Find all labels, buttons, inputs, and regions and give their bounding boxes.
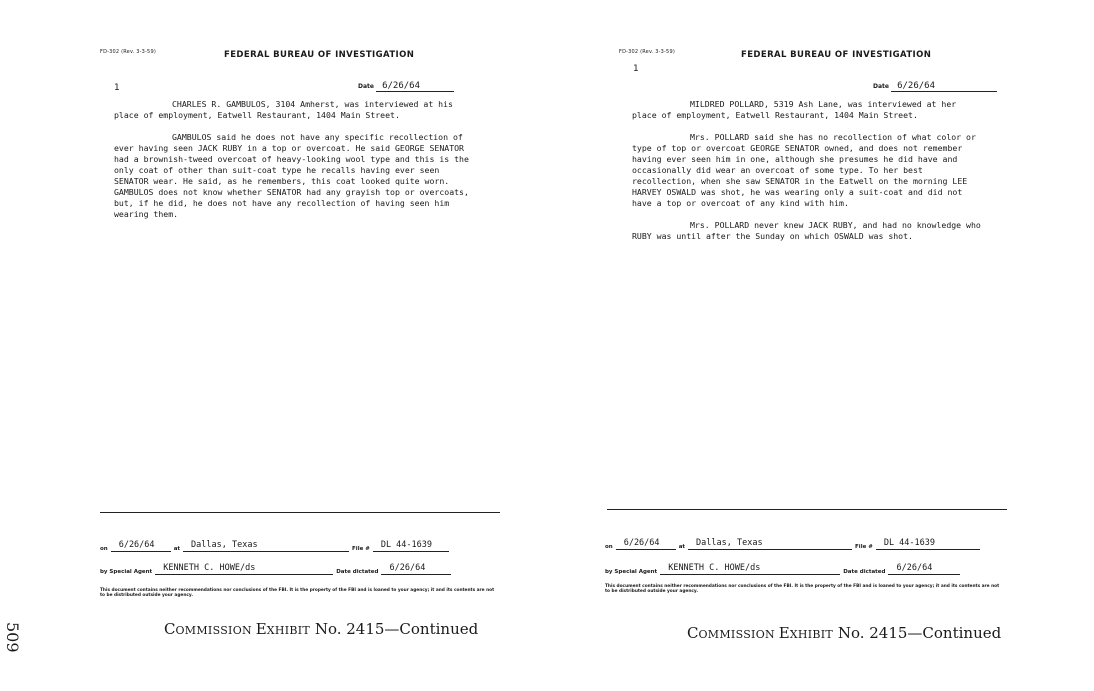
fbi-disclaimer: This document contains neither recommendations nor conclusions of the FBI. It is the property of the FBI and is loaned to your agency; it and its contents are not to be distributed outside your agency. — [605, 584, 1000, 594]
file-label: File # — [855, 544, 873, 550]
interview-date: 6/26/64 — [616, 538, 676, 550]
at-label: at — [173, 546, 181, 552]
date-label: Date — [358, 83, 374, 90]
footer-agent-row — [605, 563, 963, 575]
agent-label: by Special Agent — [100, 569, 153, 575]
footer-agent-row — [100, 563, 454, 575]
on-label: on — [605, 544, 613, 550]
paragraph: CHARLES R. GAMBULOS, 3104 Amherst, was interviewed at his place of employment, Eatwell Restaurant, 1404 Main Street. — [114, 99, 453, 120]
exhibit-caption: COMMISSION EXHIBIT No. 2415—Continued — [687, 624, 1002, 642]
agency-header: FEDERAL BUREAU OF INVESTIGATION — [741, 50, 932, 60]
paragraph: GAMBULOS said he does not have any specific recollection of ever having seen JACK RUBY in a top or overcoat. He said GEORGE SENATOR had a brownish-tweed overcoat of heavy-looking wool type and this is the only coat of other than suit-coat type he recalls having ever seen SENATOR wear. He said, as he remembers, this coat looked quite worn. GAMBULOS does not know whether SENATOR had any grayish top or overcoats, but, if he did, he does not have any recollection of having seen him wearing them. — [114, 132, 469, 219]
interview-date: 6/26/64 — [111, 540, 171, 552]
date-value: 6/26/64 — [891, 81, 997, 92]
footer-location-row — [605, 538, 983, 550]
interview-place: Dallas, Texas — [183, 540, 349, 552]
agent-label: by Special Agent — [605, 569, 658, 575]
footer-divider — [100, 512, 500, 513]
date-line — [873, 81, 997, 92]
page-number: 509 — [3, 622, 22, 653]
exhibit-caption: COMMISSION EXHIBIT No. 2415—Continued — [164, 620, 479, 638]
right-document — [605, 0, 1035, 691]
footer-divider — [607, 509, 1007, 510]
dictated-date: 6/26/64 — [381, 563, 451, 575]
date-label: Date — [873, 83, 889, 90]
agent-name: KENNETH C. HOWE/ds — [660, 563, 840, 575]
paragraph: Mrs. POLLARD never knew JACK RUBY, and had no knowledge who RUBY was until after the Sunday on which OSWALD was shot. — [632, 220, 981, 241]
at-label: at — [678, 544, 686, 550]
agent-name: KENNETH C. HOWE/ds — [155, 563, 333, 575]
on-label: on — [100, 546, 108, 552]
dictated-label: Date dictated — [336, 569, 379, 575]
interview-place: Dallas, Texas — [688, 538, 852, 550]
form-number: FD-302 (Rev. 3-3-59) — [619, 49, 675, 55]
page-indicator: 1 — [114, 83, 120, 93]
interview-body — [632, 99, 982, 253]
file-label: File # — [352, 546, 370, 552]
date-line — [358, 81, 454, 92]
footer-location-row — [100, 540, 452, 552]
left-document — [100, 0, 530, 691]
file-number: DL 44-1639 — [373, 540, 449, 552]
dictated-date: 6/26/64 — [888, 563, 960, 575]
form-number: FD-302 (Rev. 3-3-59) — [100, 49, 156, 55]
date-value: 6/26/64 — [376, 81, 454, 92]
dictated-label: Date dictated — [843, 569, 886, 575]
page-indicator: 1 — [633, 64, 639, 74]
agency-header: FEDERAL BUREAU OF INVESTIGATION — [224, 50, 415, 60]
fbi-disclaimer: This document contains neither recommendations nor conclusions of the FBI. It is the property of the FBI and is loaned to your agency; it and its contents are not to be distributed outside your agency. — [100, 588, 495, 598]
file-number: DL 44-1639 — [876, 538, 980, 550]
paragraph: MILDRED POLLARD, 5319 Ash Lane, was interviewed at her place of employment, Eatwell Restaurant, 1404 Main Street. — [632, 99, 957, 120]
interview-body — [114, 99, 470, 231]
paragraph: Mrs. POLLARD said she has no recollection of what color or type of top or overcoat GEORGE SENATOR owned, and does not remember having ever seen him in one, although she presumes he did have and occasionally did wear an overcoat of some type. To her best recollection, when she saw SENATOR in the Eatwell on the morning LEE HARVEY OSWALD was shot, he was wearing only a suit-coat and did not have a top or overcoat of any kind with him. — [632, 132, 976, 208]
